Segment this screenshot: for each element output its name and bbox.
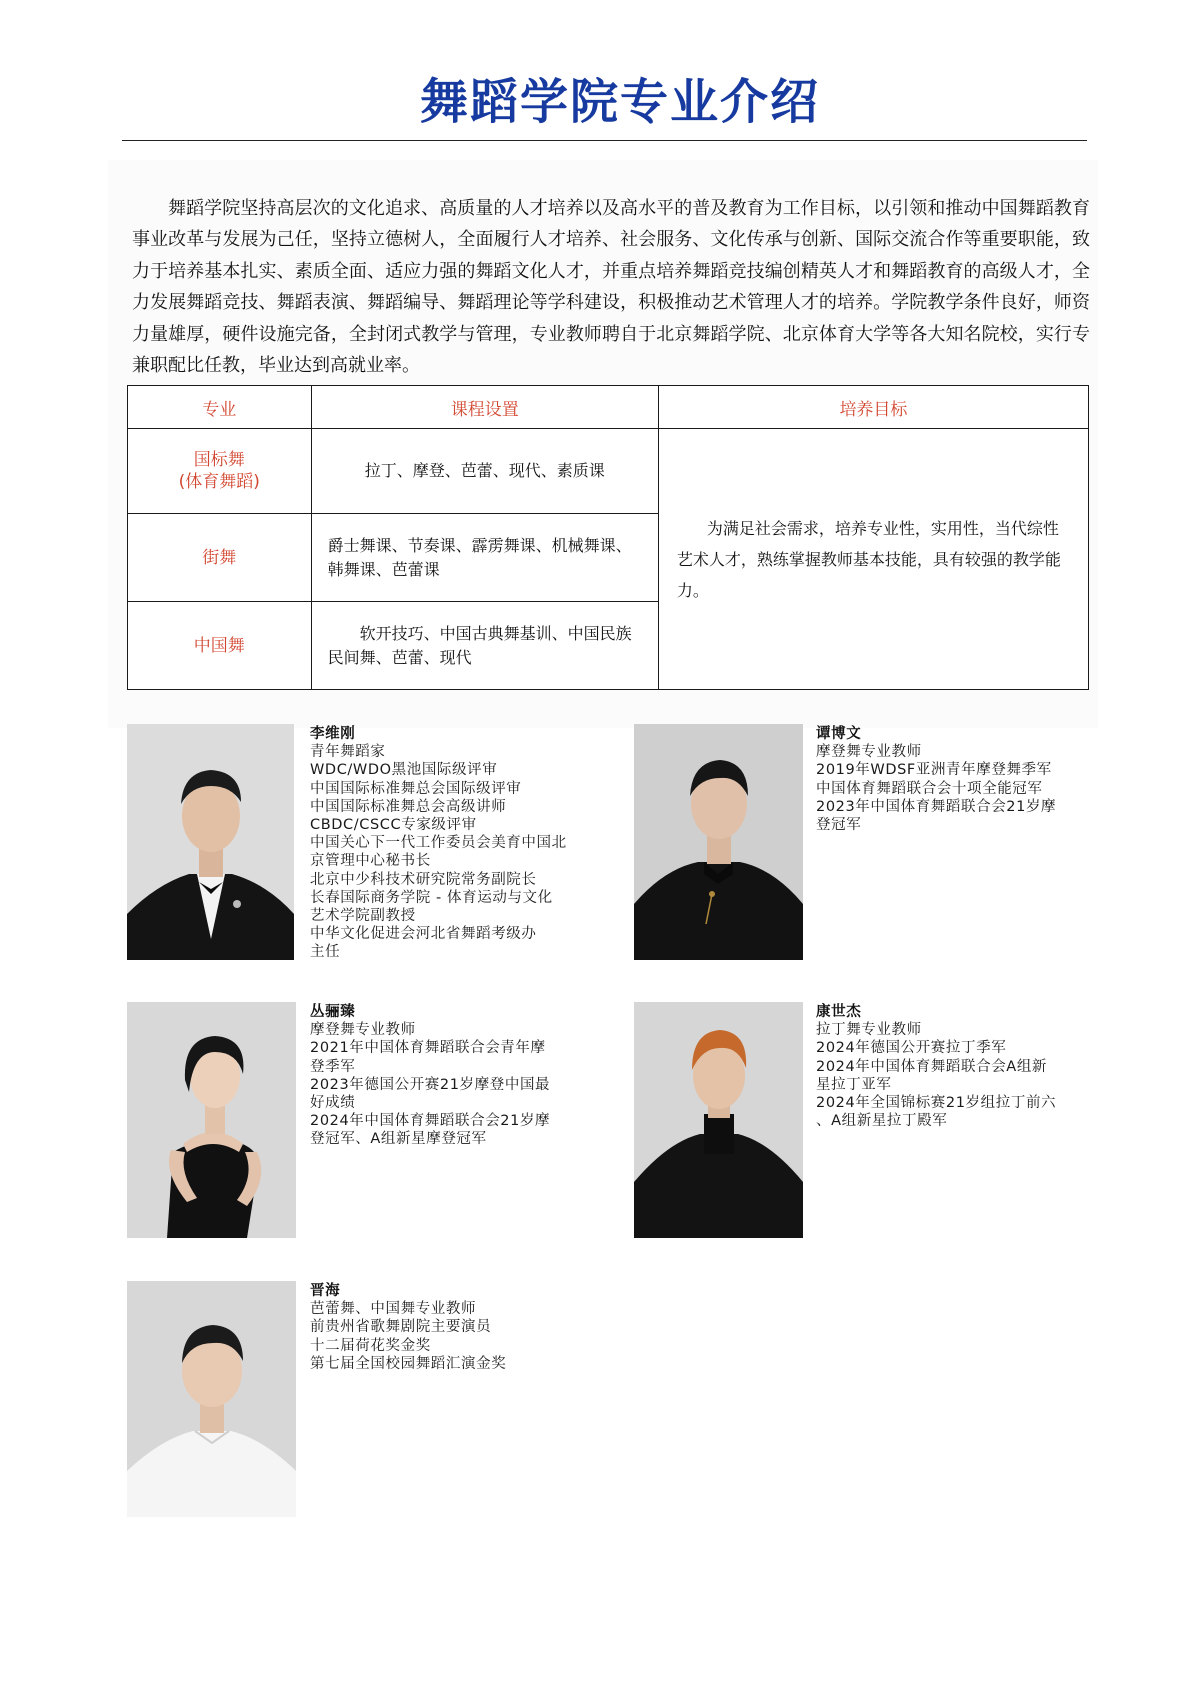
teacher-photo-jin-hai [127, 1281, 296, 1517]
major-cell [128, 602, 312, 690]
teacher-info [310, 1003, 600, 1149]
teacher-credential: 好成绩 [310, 1095, 356, 1112]
courses-cell [311, 429, 658, 514]
teacher-credential: 中国体育舞蹈联合会十项全能冠军 [816, 780, 1043, 797]
teacher-info [310, 1282, 600, 1373]
teacher-credential: 摩登舞专业教师 [816, 744, 922, 761]
teacher-credential: 长春国际商务学院 - 体育运动与文化 [310, 889, 553, 906]
teacher-credential: 京管理中心秘书长 [310, 853, 431, 870]
teacher-credential: 十二届荷花奖金奖 [310, 1337, 431, 1354]
major-cell [128, 429, 312, 514]
teacher-credential: WDC/WDO黑池国际级评审 [310, 762, 498, 779]
teacher-credential: 2024年中国体育舞蹈联合会A组新 [816, 1058, 1048, 1075]
major-name: 街舞 [202, 547, 237, 568]
courses-cell [311, 602, 658, 690]
teacher-name: 康世杰 [816, 1004, 862, 1020]
teacher-name: 晋海 [310, 1283, 341, 1299]
teacher-info [310, 725, 600, 962]
teacher-credential: 2024年德国公开赛拉丁季军 [816, 1040, 1007, 1057]
teacher-credential: 中国国际标准舞总会国际级评审 [310, 780, 522, 797]
courses-text: 爵士舞课、节奏课、霹雳舞课、机械舞课、韩舞课、芭蕾课 [327, 535, 632, 579]
header-major: 专业 [128, 386, 312, 429]
teacher-info [816, 725, 1116, 834]
teacher-info [816, 1003, 1116, 1130]
teacher-credential: 第七届全国校园舞蹈汇演金奖 [310, 1355, 507, 1372]
title-divider [122, 140, 1087, 141]
teacher-name: 李维刚 [310, 726, 356, 742]
teacher-name: 丛骊臻 [310, 1004, 356, 1020]
teacher-credential: 2024年中国体育舞蹈联合会21岁摩 [310, 1113, 551, 1130]
teacher-credential: 星拉丁亚军 [816, 1076, 892, 1093]
goal-text: 为满足社会需求，培养专业性，实用性，当代综性艺术人才，熟练掌握教师基本技能，具有较强的教学能力。 [676, 518, 1061, 600]
major-subname: (体育舞蹈) [178, 472, 260, 492]
teacher-credential: 中国国际标准舞总会高级讲师 [310, 798, 507, 815]
header-courses: 课程设置 [311, 386, 658, 429]
courses-text: 拉丁、摩登、芭蕾、现代、素质课 [364, 461, 605, 480]
teacher-credential: 登冠军 [816, 817, 862, 834]
table-header-row [128, 386, 1089, 429]
teacher-credential: 2024年全国锦标赛21岁组拉丁前六 [816, 1095, 1057, 1112]
intro-paragraph: 舞蹈学院坚持高层次的文化追求、高质量的人才培养以及高水平的普及教育为工作目标，以引领和推动中国舞蹈教育事业改革与发展为己任，坚持立德树人，全面履行人才培养、社会服务、文化传承与创新、国际交流合作等重要职能，致力于培养基本扎实、素质全面、适应力强的舞蹈文化人才，并重点培养舞蹈竞技编创精英人才和舞蹈教育的高级人才，全力发展舞蹈竞技、舞蹈表演、舞蹈编导、舞蹈理论等学科建设，积极推动艺术管理人才的培养。学院教学条件良好，师资力量雄厚，硬件设施完备，全封闭式教学与管理，专业教师聘自于北京舞蹈学院、北京体育大学等各大知名院校，实行专兼职配比任教，毕业达到高就业率。 [132, 198, 1090, 377]
teacher-credential: 登冠军、A组新星摩登冠军 [310, 1131, 487, 1148]
teacher-credential: 艺术学院副教授 [310, 908, 416, 925]
courses-cell [311, 514, 658, 602]
major-name: 中国舞 [193, 635, 245, 656]
goal-cell [658, 429, 1088, 690]
teacher-credential: 登季军 [310, 1058, 356, 1075]
page-title: 舞蹈学院专业介绍 [419, 74, 820, 130]
teacher-photo-li-weigang [127, 724, 294, 960]
teacher-credential: 、A组新星拉丁殿军 [816, 1113, 948, 1130]
teacher-credential: 中国关心下一代工作委员会美育中国北 [310, 835, 567, 852]
teacher-credential: 2021年中国体育舞蹈联合会青年摩 [310, 1040, 546, 1057]
teacher-photo-kang-shijie [634, 1002, 803, 1238]
teacher-credential: CBDC/CSCC专家级评审 [310, 817, 477, 834]
teacher-name: 谭博文 [816, 726, 862, 742]
teacher-credential: 前贵州省歌舞剧院主要演员 [310, 1319, 492, 1336]
major-cell [128, 514, 312, 602]
major-name: 国标舞 [193, 450, 245, 470]
major-table [127, 385, 1089, 690]
teacher-credential: 拉丁舞专业教师 [816, 1022, 922, 1039]
table-row [128, 429, 1089, 514]
teacher-photo-tan-bowen [634, 724, 803, 960]
teacher-credential: 芭蕾舞、中国舞专业教师 [310, 1301, 477, 1318]
teacher-photo-cong-lizhen [127, 1002, 296, 1238]
teacher-credential: 主任 [310, 944, 341, 961]
teacher-credential: 2023年德国公开赛21岁摩登中国最 [310, 1076, 551, 1093]
header-goal: 培养目标 [658, 386, 1088, 429]
teacher-credential: 2023年中国体育舞蹈联合会21岁摩 [816, 798, 1057, 815]
teacher-credential: 摩登舞专业教师 [310, 1022, 416, 1039]
courses-text: 软开技巧、中国古典舞基训、中国民族民间舞、芭蕾、现代 [327, 623, 632, 667]
teacher-credential: 北京中少科技术研究院常务副院长 [310, 871, 537, 888]
teacher-credential: 2019年WDSF亚洲青年摩登舞季军 [816, 762, 1052, 779]
teacher-credential: 青年舞蹈家 [310, 744, 386, 761]
teacher-credential: 中华文化促进会河北省舞蹈考级办 [310, 926, 537, 943]
